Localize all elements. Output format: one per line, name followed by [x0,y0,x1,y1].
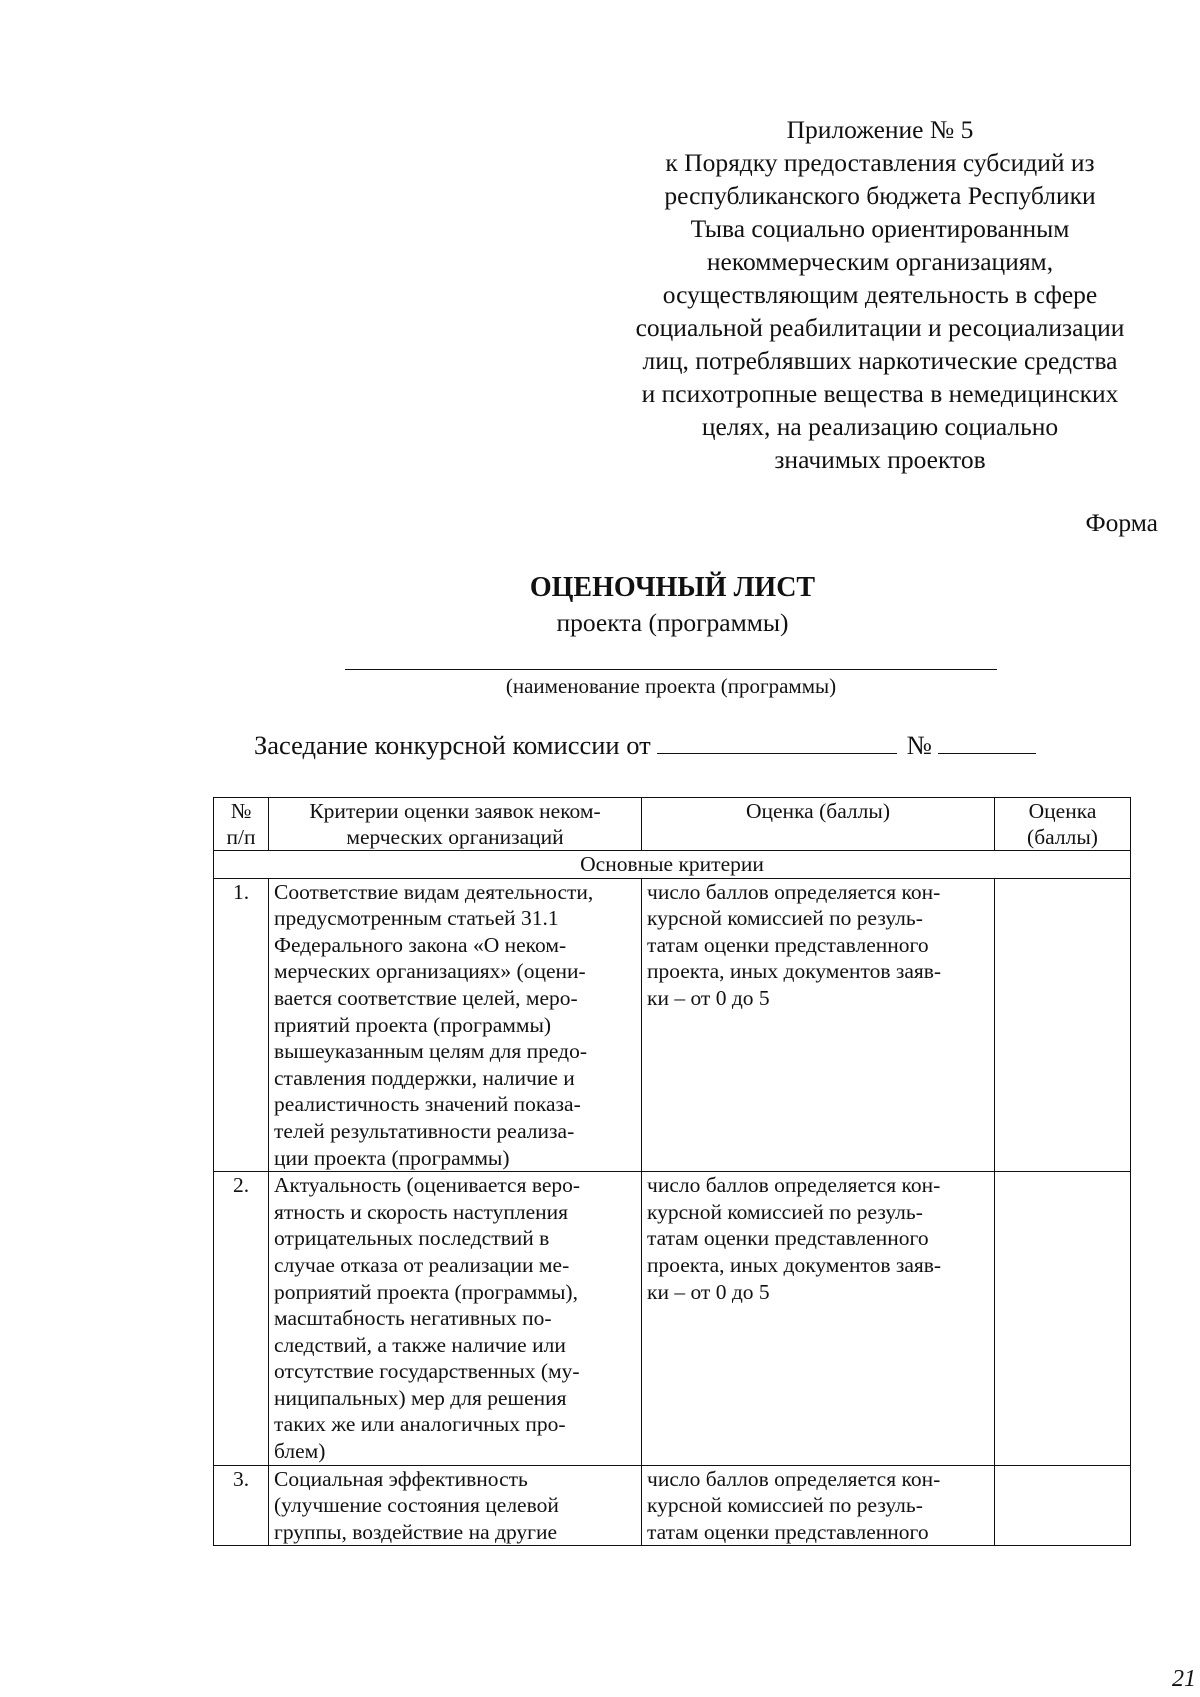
header-score [642,798,995,851]
score-description-line: число баллов определяется кон- [647,1466,941,1491]
criteria-line: (улучшение состояния целевой [274,1493,559,1518]
score-input-cell[interactable] [995,878,1131,1172]
criteria-line: роприятий проекта (программы), [274,1279,578,1304]
criteria-line: вается соответствие целей, меро- [274,985,578,1010]
project-name-caption: (наименование проекта (программы) [505,674,837,698]
criteria-cell [269,1172,642,1466]
criteria-line: Социальная эффективность [274,1466,528,1491]
criteria-line: вышеуказанным целям для предо- [274,1039,587,1064]
page-number-mark: 21 [1172,1666,1196,1692]
criteria-line: отрицательных последствий в [274,1226,550,1251]
meeting-number-blank[interactable] [938,733,1036,754]
score-input-cell[interactable] [995,1465,1131,1546]
criteria-line: блем) [274,1439,326,1464]
appendix-line: и психотропные вещества в немедицинских [641,379,1119,408]
project-name-line[interactable] [345,669,997,670]
header-criteria-line: мерческих организаций [346,825,564,849]
appendix-line: Приложение № 5 [786,115,974,144]
criteria-line: отсутствие государственных (му- [274,1359,580,1384]
criteria-line: масштабность негативных по- [274,1306,552,1331]
score-description-line: татам оценки представленного [647,1226,929,1251]
header-score-line: Оценка (баллы) [745,799,890,823]
section-row [214,851,1131,879]
row-number: 3. [214,1465,269,1546]
meeting-date-blank[interactable] [657,733,897,754]
appendix-line: социальной реабилитации и ресоциализации [635,313,1125,342]
table-header-row [214,798,1131,851]
header-num-line: № [230,799,252,823]
header-criteria-line: Критерии оценки заявок неком- [309,799,601,823]
appendix-line: значимых проектов [774,445,986,474]
header-num [214,798,269,851]
score-description-line: ки – от 0 до 5 [647,985,770,1010]
table-row [214,1465,1131,1546]
appendix-line: целях, на реализацию социально [701,412,1059,441]
score-description-line: татам оценки представленного [647,1519,929,1544]
score-description-line: курсной комиссией по резуль- [647,906,923,931]
appendix-line: лиц, потреблявших наркотические средства [642,346,1118,375]
criteria-line: реалистичность значений показа- [274,1092,581,1117]
table-row [214,1172,1131,1466]
criteria-cell [269,1465,642,1546]
header-score-2-line: (баллы) [1027,825,1098,849]
meeting-number-sign: № [906,730,933,760]
row-number: 2. [214,1172,269,1466]
score-description-line: курсной комиссией по резуль- [647,1493,923,1518]
score-description-line: ки – от 0 до 5 [647,1279,770,1304]
criteria-line: Актуальность (оценивается веро- [274,1173,581,1198]
criteria-line: таких же или аналогичных про- [274,1412,566,1437]
row-number: 1. [214,878,269,1172]
header-num-line: п/п [226,825,256,849]
score-description-line: курсной комиссией по резуль- [647,1199,923,1224]
document-subtitle: проекта (программы) [556,608,789,637]
table-row [214,878,1131,1172]
score-description-cell [642,1172,995,1466]
score-description-line: проекта, иных документов заяв- [647,959,942,984]
appendix-line: республиканского бюджета Республики [664,181,1096,210]
criteria-line: группы, воздействие на другие [274,1519,558,1544]
header-criteria [269,798,642,851]
appendix-line: к Порядку предоставления субсидий из [665,148,1095,177]
score-description-cell [642,1465,995,1546]
document-title: ОЦЕНОЧНЫЙ ЛИСТ [529,572,816,603]
criteria-line: ятность и скорость наступления [274,1199,569,1224]
criteria-cell [269,878,642,1172]
score-description-line: число баллов определяется кон- [647,1173,941,1198]
criteria-line: Соответствие видам деятельности, [274,879,594,904]
appendix-line: осуществляющим деятельность в сфере [662,280,1098,309]
criteria-line: Федерального закона «О неком- [274,932,567,957]
criteria-line: приятий проекта (программы) [274,1012,552,1037]
score-description-cell [642,878,995,1172]
criteria-line: следствий, а также наличие или [274,1332,566,1357]
header-score-2-line: Оценка [1028,799,1097,823]
section-title: Основные критерии [214,851,1131,879]
header-score-2 [995,798,1131,851]
appendix-line: Тыва социально ориентированным [690,214,1070,243]
score-description-line: число баллов определяется кон- [647,879,941,904]
criteria-line: телей результативности реализа- [274,1118,575,1143]
appendix-line: некоммерческим организациям, [706,247,1054,276]
criteria-line: случае отказа от реализации ме- [274,1252,570,1277]
score-input-cell[interactable] [995,1172,1131,1466]
appendix-heading [600,113,1160,476]
score-description-line: проекта, иных документов заяв- [647,1252,942,1277]
criteria-line: предусмотренным статьей 31.1 [274,906,559,931]
form-label: Форма [1085,508,1158,537]
criteria-line: мерческих организациях» (оцени- [274,959,586,984]
criteria-line: ции проекта (программы) [274,1145,510,1170]
criteria-line: ниципальных) мер для решения [274,1385,567,1410]
criteria-table [213,797,1131,1546]
score-description-line: татам оценки представленного [647,932,929,957]
criteria-line: ставления поддержки, наличие и [274,1065,575,1090]
meeting-label: Заседание конкурсной комиссии от [254,730,651,760]
meeting-line [254,730,1036,761]
